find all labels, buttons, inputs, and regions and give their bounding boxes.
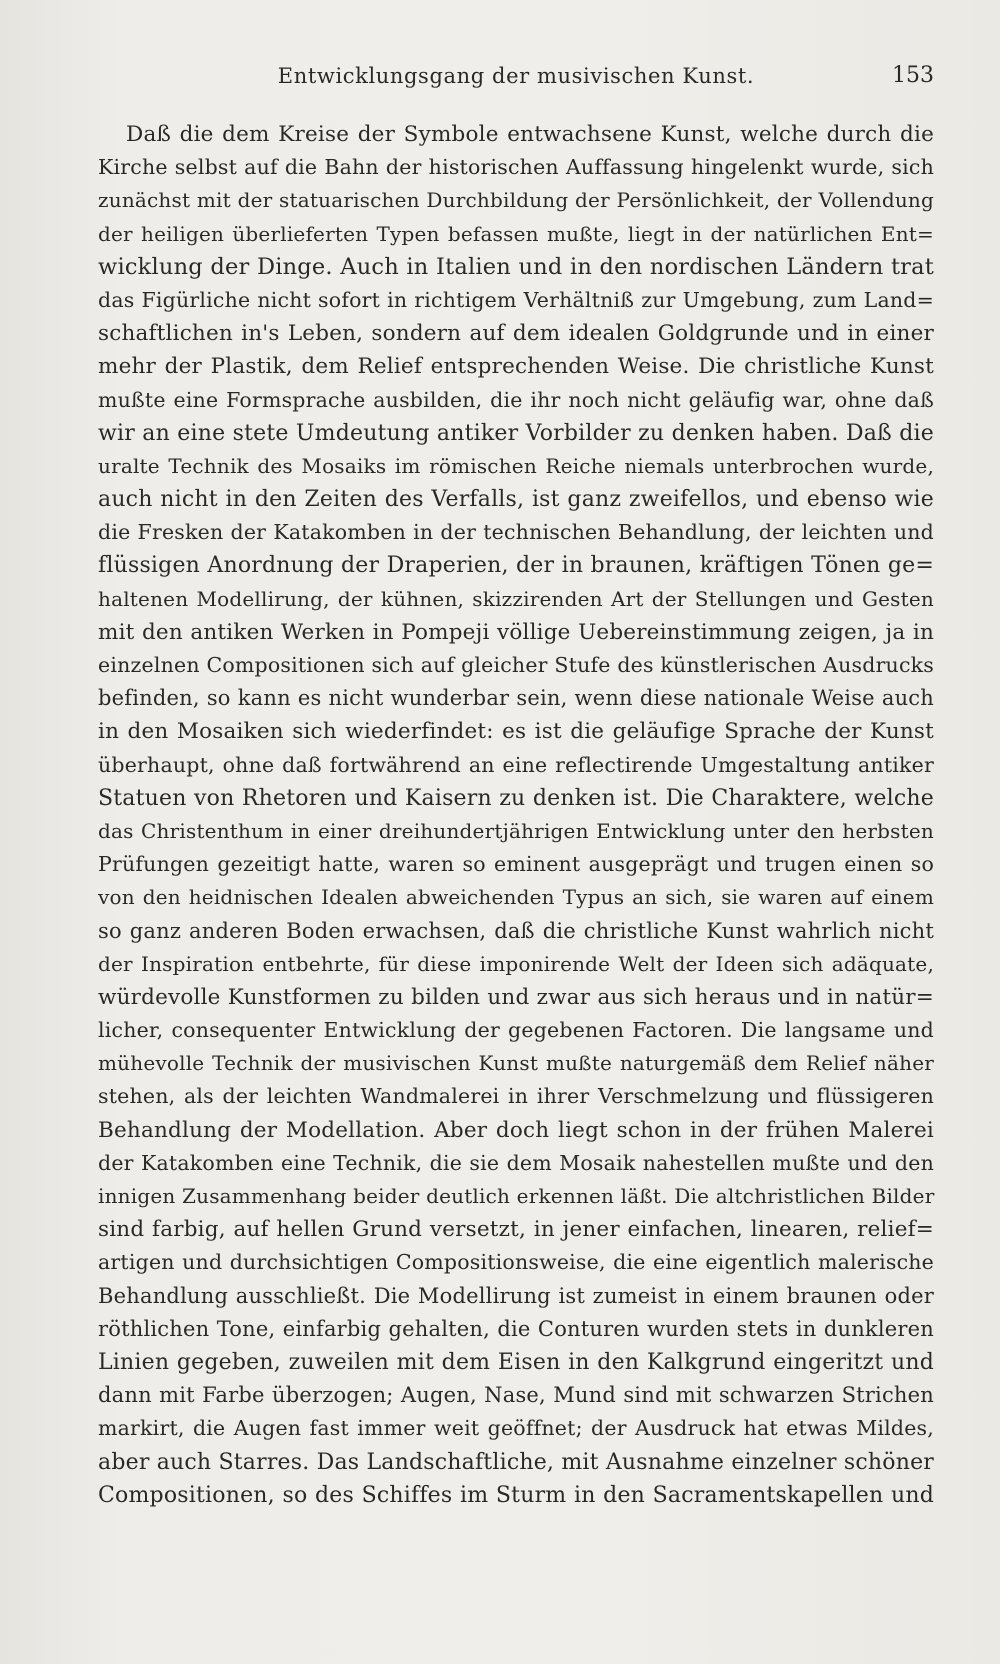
text-line: dann mit Farbe überzogen; Augen, Nase, Mund sind mit schwarzen Strichen <box>98 1383 934 1408</box>
text-line: das Figürliche nicht sofort in richtigem Verhältniß zur Umgebung, zum Land= <box>98 287 934 312</box>
text-line: das Christenthum in einer dreihundertjährigen Entwicklung unter den herbsten <box>98 818 934 843</box>
text-line: stehen, als der leichten Wandmalerei in ihrer Verschmelzung und flüssigeren <box>98 1084 934 1109</box>
text-line: überhaupt, ohne daß fortwährend an eine reflectirende Umgestaltung antiker <box>98 752 934 777</box>
text-line: der Inspiration entbehrte, für diese imponirende Welt der Ideen sich adäquate, <box>98 951 934 976</box>
text-line: würdevolle Kunstformen zu bilden und zwar aus sich heraus und in natür= <box>98 984 934 1010</box>
text-line: mußte eine Formsprache ausbilden, die ihr noch nicht geläufig war, ohne daß <box>98 387 934 412</box>
text-line: sind farbig, auf hellen Grund versetzt, in jener einfachen, linearen, relief= <box>98 1217 934 1243</box>
text-line: auch nicht in den Zeiten des Verfalls, ist ganz zweifellos, und ebenso wie <box>98 487 934 513</box>
text-line: wir an eine stete Umdeutung antiker Vorbilder zu denken haben. Daß die <box>98 420 934 446</box>
running-title: Entwicklungsgang der musivischen Kunst. <box>277 64 755 88</box>
text-line: schaftlichen in's Leben, sondern auf dem idealen Goldgrunde und in einer <box>98 321 934 347</box>
text-line: der Katakomben eine Technik, die sie dem Mosaik nahestellen mußte und den <box>98 1150 934 1175</box>
text-line: mühevolle Technik der musivischen Kunst mußte naturgemäß dem Relief näher <box>98 1051 934 1076</box>
text-line: mit den antiken Werken in Pompeji völlige Uebereinstimmung zeigen, ja in <box>98 619 934 645</box>
text-line: innigen Zusammenhang beider deutlich erkennen läßt. Die altchristlichen Bilder <box>98 1184 935 1208</box>
text-line: Prüfungen gezeitigt hatte, waren so eminent ausgeprägt und trugen einen so <box>98 852 934 877</box>
text-line: aber auch Starres. Das Landschaftliche, mit Ausnahme einzelner schöner <box>98 1449 935 1475</box>
text-line: Linien gegeben, zuweilen mit dem Eisen in den Kalkgrund eingeritzt und <box>98 1349 934 1375</box>
text-line: licher, consequenter Entwicklung der gegebenen Factoren. Die langsame und <box>98 1018 934 1043</box>
text-line: Behandlung ausschließt. Die Modellirung ist zumeist in einem braunen oder <box>98 1283 934 1308</box>
text-line: Statuen von Rhetoren und Kaisern zu denken ist. Die Charaktere, welche <box>98 785 934 811</box>
text-line: die Fresken der Katakomben in der technischen Behandlung, der leichten und <box>98 520 934 545</box>
text-line: wicklung der Dinge. Auch in Italien und in den nordischen Ländern trat <box>98 253 934 280</box>
text-line: befinden, so kann es nicht wunderbar sein, wenn diese nationale Weise auch <box>98 686 934 711</box>
text-line: so ganz anderen Boden erwachsen, daß die christliche Kunst wahrlich nicht <box>98 918 934 943</box>
text-line: in den Mosaiken sich wiederfindet: es ist die geläufige Sprache der Kunst <box>98 719 934 745</box>
text-line: einzelnen Compositionen sich auf gleicher Stufe des künstlerischen Ausdrucks <box>98 653 934 677</box>
text-line: Compositionen, so des Schiffes im Sturm in den Sacramentskapellen und <box>98 1482 934 1508</box>
text-line: Behandlung der Modellation. Aber doch liegt schon in der frühen Malerei <box>98 1117 934 1143</box>
text-line: flüssigen Anordnung der Draperien, der in braunen, kräftigen Tönen ge= <box>98 553 934 579</box>
body-text <box>98 118 934 1512</box>
page-number: 153 <box>892 63 934 88</box>
text-line: Kirche selbst auf die Bahn der historischen Auffassung hingelenkt wurde, sich <box>98 155 934 180</box>
text-line: uralte Technik des Mosaiks im römischen Reiche niemals unterbrochen wurde, <box>98 453 934 478</box>
text-line: Daß die dem Kreise der Symbole entwachsene Kunst, welche durch die <box>126 122 934 147</box>
text-line: von den heidnischen Idealen abweichenden Typus an sich, sie waren auf einem <box>98 885 934 910</box>
running-head <box>98 58 934 94</box>
text-line: artigen und durchsichtigen Compositionsweise, die eine eigentlich malerische <box>98 1250 934 1275</box>
text-line: röthlichen Tone, einfarbig gehalten, die Conturen wurden stets in dunkleren <box>98 1316 934 1341</box>
text-line: markirt, die Augen fast immer weit geöffnet; der Ausdruck hat etwas Mildes, <box>98 1416 934 1441</box>
text-line: mehr der Plastik, dem Relief entsprechenden Weise. Die christliche Kunst <box>98 354 934 380</box>
text-line: der heiligen überlieferten Typen befassen mußte, liegt in der natürlichen Ent= <box>98 221 934 246</box>
text-line: haltenen Modellirung, der kühnen, skizzirenden Art der Stellungen und Gesten <box>98 586 934 611</box>
text-line: zunächst mit der statuarischen Durchbildung der Persönlichkeit, der Vollendung <box>98 188 934 213</box>
